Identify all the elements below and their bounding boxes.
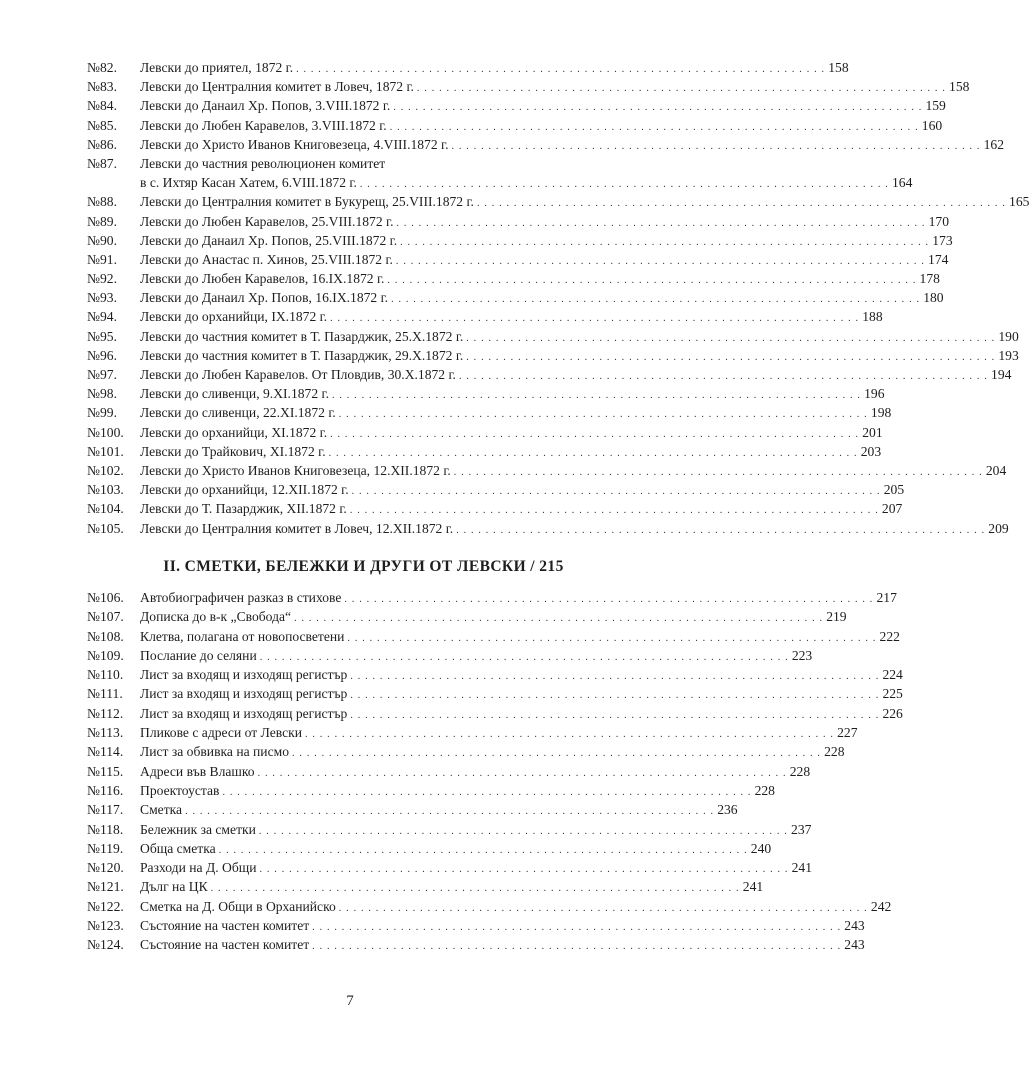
dot-leader: . . . . . . . . . . . . . . . . . . . . . . . . . . . . . . . . . . . . . . . . . . . . . . . . . . . . . . . . . . . . . . . . . . . . . . . . bbox=[347, 632, 877, 644]
toc-entry bbox=[87, 212, 949, 231]
toc-entry bbox=[87, 135, 1004, 154]
entry-title: Левски до орханийци, 12.XII.1872 г. bbox=[140, 482, 349, 498]
entry-number: №92. bbox=[87, 271, 117, 287]
entry-page-number: 222 bbox=[879, 628, 900, 644]
entry-number: №122. bbox=[87, 898, 124, 914]
entry-title: Левски до Данаил Хр. Попов, 3.VIII.1872 г. bbox=[140, 98, 391, 114]
toc-entry bbox=[87, 250, 949, 269]
entry-page-number: 243 bbox=[844, 918, 865, 934]
entry-number: №88. bbox=[87, 194, 117, 210]
entry-page-number: 241 bbox=[791, 860, 812, 876]
entry-page-number: 193 bbox=[998, 347, 1019, 363]
entry-title: Левски до Любен Каравелов, 16.IX.1872 г. bbox=[140, 271, 385, 287]
entry-number: №96. bbox=[87, 347, 117, 363]
entry-title: Левски до орханийци, IX.1872 г. bbox=[140, 309, 328, 325]
dot-leader: . . . . . . . . . . . . . . . . . . . . . . . . . . . . . . . . . . . . . . . . . . . . . . . . . . . . . . . . . . . . . . . . . . . . . . . . bbox=[312, 922, 842, 934]
entry-number: №99. bbox=[87, 405, 117, 421]
toc-entry bbox=[87, 897, 892, 916]
dot-leader: . . . . . . . . . . . . . . . . . . . . . . . . . . . . . . . . . . . . . . . . . . . . . . . . . . . . . . . . . . . . . . . . . . . . . . . . bbox=[350, 709, 880, 721]
entry-title: Левски до Данаил Хр. Попов, 16.IX.1872 г. bbox=[140, 290, 389, 306]
page-number: 7 bbox=[346, 993, 354, 1009]
dot-leader: . . . . . . . . . . . . . . . . . . . . . . . . . . . . . . . . . . . . . . . . . . . . . . . . . . . . . . . . . . . . . . . . . . . . . . . . bbox=[350, 671, 880, 683]
toc-entry bbox=[87, 269, 940, 288]
entry-title: Лист за входящ и изходящ регистър bbox=[140, 705, 348, 721]
dot-leader: . . . . . . . . . . . . . . . . . . . . . . . . . . . . . . . . . . . . . . . . . . . . . . . . . . . . . . . . . . . . . . . . . . . . . . . . bbox=[210, 883, 740, 895]
entry-title: Левски до частния комитет в Т. Пазарджик, 29.X.1872 г. bbox=[140, 347, 464, 363]
toc-entry bbox=[87, 58, 849, 77]
dot-leader: . . . . . . . . . . . . . . . . . . . . . . . . . . . . . . . . . . . . . . . . . . . . . . . . . . . . . . . . . . . . . . . . . . . . . . . . bbox=[395, 255, 926, 267]
entry-number: №123. bbox=[87, 918, 124, 934]
toc-entry bbox=[87, 423, 883, 442]
entry-page-number: 174 bbox=[928, 251, 949, 267]
entry-page-number: 228 bbox=[754, 782, 775, 798]
dot-leader: . . . . . . . . . . . . . . . . . . . . . . . . . . . . . . . . . . . . . . . . . . . . . . . . . . . . . . . . . . . . . . . . . . . . . . . . bbox=[338, 409, 868, 421]
dot-leader: . . . . . . . . . . . . . . . . . . . . . . . . . . . . . . . . . . . . . . . . . . . . . . . . . . . . . . . . . . . . . . . . . . . . . . . . bbox=[185, 806, 715, 818]
toc-entry bbox=[87, 820, 812, 839]
entry-number: №93. bbox=[87, 290, 117, 306]
toc-entry bbox=[87, 916, 865, 935]
entry-title: Проектоустав bbox=[140, 782, 220, 798]
entry-number: №114. bbox=[87, 744, 124, 760]
dot-leader: . . . . . . . . . . . . . . . . . . . . . . . . . . . . . . . . . . . . . . . . . . . . . . . . . . . . . . . . . . . . . . . . . . . . . . . . bbox=[453, 466, 983, 478]
toc-entry bbox=[87, 307, 883, 326]
entry-number: №112. bbox=[87, 705, 124, 721]
toc-entry bbox=[87, 742, 845, 761]
toc-entry bbox=[87, 403, 892, 422]
toc-entry bbox=[87, 665, 903, 684]
entry-page-number: 180 bbox=[923, 290, 944, 306]
entry-page-number: 173 bbox=[932, 232, 953, 248]
dot-leader: . . . . . . . . . . . . . . . . . . . . . . . . . . . . . . . . . . . . . . . . . . . . . . . . . . . . . . . . . . . . . . . . . . . . . . . . bbox=[259, 651, 789, 663]
dot-leader: . . . . . . . . . . . . . . . . . . . . . . . . . . . . . . . . . . . . . . . . . . . . . . . . . . . . . . . . . . . . . . . . . . . . . . . . bbox=[296, 64, 826, 75]
toc-part-2 bbox=[87, 588, 903, 955]
entry-page-number: 225 bbox=[882, 686, 903, 702]
dot-leader: . . . . . . . . . . . . . . . . . . . . . . . . . . . . . . . . . . . . . . . . . . . . . . . . . . . . . . . . . . . . . . . . . . . . . . . . bbox=[304, 729, 835, 741]
entry-title: Левски до Любен Каравелов, 25.VIII.1872 г. bbox=[140, 213, 394, 229]
entry-number: №116. bbox=[87, 782, 124, 798]
dot-leader: . . . . . . . . . . . . . . . . . . . . . . . . . . . . . . . . . . . . . . . . . . . . . . . . . . . . . . . . . . . . . . . . . . . . . . . . bbox=[258, 825, 789, 837]
entry-page-number: 158 bbox=[828, 60, 849, 75]
entry-number: №118. bbox=[87, 821, 124, 837]
entry-page-number: 224 bbox=[882, 667, 903, 683]
entry-page-number: 209 bbox=[988, 520, 1009, 536]
entry-page-number: 159 bbox=[925, 98, 946, 114]
dot-leader: . . . . . . . . . . . . . . . . . . . . . . . . . . . . . . . . . . . . . . . . . . . . . . . . . . . . . . . . . . . . . . . . . . . . . . . . bbox=[312, 941, 842, 953]
entry-page-number: 227 bbox=[837, 725, 858, 741]
entry-title: Левски до Централния комитет в Букурещ, 25.VIII.1872 г. bbox=[140, 194, 474, 210]
entry-number: №94. bbox=[87, 309, 117, 325]
dot-leader: . . . . . . . . . . . . . . . . . . . . . . . . . . . . . . . . . . . . . . . . . . . . . . . . . . . . . . . . . . . . . . . . . . . . . . . . bbox=[331, 390, 862, 402]
entry-number: №89. bbox=[87, 213, 117, 229]
entry-number: №103. bbox=[87, 482, 124, 498]
dot-leader: . . . . . . . . . . . . . . . . . . . . . . . . . . . . . . . . . . . . . . . . . . . . . . . . . . . . . . . . . . . . . . . . . . . . . . . . bbox=[416, 83, 947, 95]
toc-entry bbox=[87, 499, 903, 518]
entry-title: Лист за входящ и изходящ регистър bbox=[140, 686, 348, 702]
entry-number: №91. bbox=[87, 251, 117, 267]
entry-title: Състояние на частен комитет bbox=[140, 918, 310, 934]
dot-leader: . . . . . . . . . . . . . . . . . . . . . . . . . . . . . . . . . . . . . . . . . . . . . . . . . . . . . . . . . . . . . . . . . . . . . . . . bbox=[330, 313, 860, 325]
entry-page-number: 242 bbox=[870, 898, 892, 914]
section-heading: II. СМЕТКИ, БЕЛЕЖКИ И ДРУГИ ОТ ЛЕВСКИ / 215 bbox=[163, 558, 564, 575]
entry-number: №100. bbox=[87, 424, 124, 440]
entry-page-number: 240 bbox=[750, 840, 772, 856]
entry-page-number: 203 bbox=[860, 443, 882, 459]
entry-title: Левски до Любен Каравелов. От Пловдив, 30.X.1872 г. bbox=[140, 367, 456, 383]
toc-entry bbox=[87, 800, 738, 819]
dot-leader: . . . . . . . . . . . . . . . . . . . . . . . . . . . . . . . . . . . . . . . . . . . . . . . . . . . . . . . . . . . . . . . . . . . . . . . . bbox=[259, 864, 789, 876]
entry-number: №86. bbox=[87, 136, 117, 152]
toc-entry bbox=[87, 480, 905, 499]
toc-entry bbox=[87, 346, 1019, 365]
entry-title: Лист за входящ и изходящ регистър bbox=[140, 667, 348, 683]
entry-title: Адреси във Влашко bbox=[140, 763, 255, 779]
entry-page-number: 194 bbox=[991, 367, 1012, 383]
dot-leader: . . . . . . . . . . . . . . . . . . . . . . . . . . . . . . . . . . . . . . . . . . . . . . . . . . . . . . . . . . . . . . . . . . . . . . . . bbox=[359, 179, 889, 191]
toc-entry bbox=[87, 442, 882, 461]
dot-leader: . . . . . . . . . . . . . . . . . . . . . . . . . . . . . . . . . . . . . . . . . . . . . . . . . . . . . . . . . . . . . . . . . . . . . . . . bbox=[292, 748, 822, 760]
toc-entry bbox=[87, 839, 772, 858]
toc-entry bbox=[87, 384, 885, 403]
dot-leader: . . . . . . . . . . . . . . . . . . . . . . . . . . . . . . . . . . . . . . . . . . . . . . . . . . . . . . . . . . . . . . . . . . . . . . . . bbox=[389, 121, 919, 133]
dot-leader: . . . . . . . . . . . . . . . . . . . . . . . . . . . . . . . . . . . . . . . . . . . . . . . . . . . . . . . . . . . . . . . . . . . . . . . . bbox=[350, 690, 880, 702]
entry-title: Сметка bbox=[140, 802, 183, 818]
dot-leader: . . . . . . . . . . . . . . . . . . . . . . . . . . . . . . . . . . . . . . . . . . . . . . . . . . . . . . . . . . . . . . . . . . . . . . . . bbox=[351, 486, 881, 498]
entry-number: №110. bbox=[87, 667, 124, 683]
toc-entry bbox=[87, 588, 897, 607]
dot-leader: . . . . . . . . . . . . . . . . . . . . . . . . . . . . . . . . . . . . . . . . . . . . . . . . . . . . . . . . . . . . . . . . . . . . . . . . bbox=[476, 198, 1007, 210]
toc-entry bbox=[87, 684, 903, 703]
entry-title: Пликове с адреси от Левски bbox=[140, 725, 302, 741]
toc-entry bbox=[87, 627, 900, 646]
entry-title: Левски до Централния комитет в Ловеч, 12.XII.1872 г. bbox=[140, 520, 454, 536]
toc-entry bbox=[87, 781, 775, 800]
toc-entry bbox=[87, 365, 1012, 384]
entry-title: Левски до сливенци, 9.XI.1872 г. bbox=[140, 386, 329, 402]
entry-title: Сметка на Д. Общи в Орханийско bbox=[140, 898, 336, 914]
entry-page-number: 170 bbox=[928, 213, 949, 229]
dot-leader: . . . . . . . . . . . . . . . . . . . . . . . . . . . . . . . . . . . . . . . . . . . . . . . . . . . . . . . . . . . . . . . . . . . . . . . . bbox=[330, 428, 860, 440]
entry-number: №109. bbox=[87, 647, 124, 663]
entry-page-number: 207 bbox=[881, 501, 903, 517]
entry-page-number: 204 bbox=[985, 462, 1007, 478]
entry-title: Левски до Христо Иванов Книговезеца, 12.XII.1872 г. bbox=[140, 462, 451, 478]
entry-title: Левски до Любен Каравелов, 3.VIII.1872 г. bbox=[140, 117, 387, 133]
entry-title: Състояние на частен комитет bbox=[140, 937, 310, 953]
entry-title: Послание до селяни bbox=[140, 647, 257, 663]
entry-title: Левски до частния комитет в Т. Пазарджик, 25.X.1872 г. bbox=[140, 328, 464, 344]
toc-entry bbox=[87, 646, 813, 665]
dot-leader: . . . . . . . . . . . . . . . . . . . . . . . . . . . . . . . . . . . . . . . . . . . . . . . . . . . . . . . . . . . . . . . . . . . . . . . . bbox=[458, 371, 989, 383]
dot-leader: . . . . . . . . . . . . . . . . . . . . . . . . . . . . . . . . . . . . . . . . . . . . . . . . . . . . . . . . . . . . . . . . . . . . . . . . bbox=[338, 902, 868, 914]
entry-page-number: 165 bbox=[1009, 194, 1029, 210]
entry-number: №124. bbox=[87, 937, 124, 953]
entry-title-line-1: Левски до частния революционен комитет bbox=[140, 155, 386, 171]
entry-title: Левски до Анастас п. Хинов, 25.VIII.1872 г. bbox=[140, 251, 393, 267]
entry-title: Дописка до в-к „Свобода“ bbox=[140, 609, 292, 625]
entry-number: №85. bbox=[87, 117, 117, 133]
toc-entry bbox=[87, 461, 1007, 480]
entry-title: Левски до Трайкович, XI.1872 г. bbox=[140, 443, 326, 459]
entry-number: №97. bbox=[87, 367, 117, 383]
entry-number: №84. bbox=[87, 98, 117, 114]
entry-title: Левски до Централния комитет в Ловеч, 1872 г. bbox=[140, 79, 414, 95]
entry-number: №104. bbox=[87, 501, 124, 517]
entry-page-number: 241 bbox=[742, 879, 764, 895]
entry-page-number: 237 bbox=[791, 821, 812, 837]
toc-entry bbox=[87, 77, 970, 96]
entry-title: Клетва, полагана от новопосветени bbox=[140, 628, 345, 644]
dot-leader: . . . . . . . . . . . . . . . . . . . . . . . . . . . . . . . . . . . . . . . . . . . . . . . . . . . . . . . . . . . . . . . . . . . . . . . . bbox=[466, 351, 996, 363]
entry-number: №102. bbox=[87, 462, 124, 478]
entry-number: №95. bbox=[87, 328, 117, 344]
entry-number: №98. bbox=[87, 386, 117, 402]
entry-number: №111. bbox=[87, 686, 123, 702]
entry-title: Левски до сливенци, 22.XI.1872 г. bbox=[140, 405, 336, 421]
toc-entry bbox=[87, 192, 1029, 211]
entry-title: Лист за обвивка на писмо bbox=[140, 744, 290, 760]
entry-page-number: 219 bbox=[826, 609, 847, 625]
toc-entry bbox=[87, 519, 1009, 538]
entry-title: в с. Ихтяр Касан Хатем, 6.VIII.1872 г. bbox=[140, 175, 357, 191]
toc-entry bbox=[87, 723, 858, 742]
entry-number: №117. bbox=[87, 802, 124, 818]
entry-number: №107. bbox=[87, 609, 124, 625]
entry-title: Левски до приятел, 1872 г. bbox=[140, 60, 294, 75]
entry-number: №90. bbox=[87, 232, 117, 248]
toc-entry bbox=[87, 327, 1019, 346]
entry-title: Левски до Христо Иванов Книговезеца, 4.VIII.1872 г. bbox=[140, 136, 449, 152]
toc-entry bbox=[87, 116, 943, 135]
toc-entry bbox=[87, 96, 946, 115]
entry-page-number: 223 bbox=[791, 647, 813, 663]
dot-leader: . . . . . . . . . . . . . . . . . . . . . . . . . . . . . . . . . . . . . . . . . . . . . . . . . . . . . . . . . . . . . . . . . . . . . . . . bbox=[257, 767, 787, 779]
dot-leader: . . . . . . . . . . . . . . . . . . . . . . . . . . . . . . . . . . . . . . . . . . . . . . . . . . . . . . . . . . . . . . . . . . . . . . . . bbox=[294, 613, 824, 625]
dot-leader: . . . . . . . . . . . . . . . . . . . . . . . . . . . . . . . . . . . . . . . . . . . . . . . . . . . . . . . . . . . . . . . . . . . . . . . . bbox=[466, 332, 996, 344]
toc-entry bbox=[87, 762, 811, 781]
entry-number: №113. bbox=[87, 725, 124, 741]
dot-leader: . . . . . . . . . . . . . . . . . . . . . . . . . . . . . . . . . . . . . . . . . . . . . . . . . . . . . . . . . . . . . . . . . . . . . . . . bbox=[400, 236, 930, 248]
entry-number: №82. bbox=[87, 60, 117, 75]
entry-page-number: 158 bbox=[949, 79, 970, 95]
entry-title: Автобиографичен разказ в стихове bbox=[140, 590, 342, 605]
entry-number: №101. bbox=[87, 443, 124, 459]
dot-leader: . . . . . . . . . . . . . . . . . . . . . . . . . . . . . . . . . . . . . . . . . . . . . . . . . . . . . . . . . . . . . . . . . . . . . . . . bbox=[328, 447, 858, 459]
entry-number: №87. bbox=[87, 155, 117, 171]
entry-title: Дълг на ЦК bbox=[140, 879, 208, 895]
dot-leader: . . . . . . . . . . . . . . . . . . . . . . . . . . . . . . . . . . . . . . . . . . . . . . . . . . . . . . . . . . . . . . . . . . . . . . . . bbox=[456, 524, 986, 536]
toc-entry bbox=[87, 154, 913, 192]
entry-page-number: 188 bbox=[862, 309, 883, 325]
toc-entry bbox=[87, 858, 812, 877]
entry-page-number: 228 bbox=[824, 744, 845, 760]
entry-number: №119. bbox=[87, 840, 124, 856]
dot-leader: . . . . . . . . . . . . . . . . . . . . . . . . . . . . . . . . . . . . . . . . . . . . . . . . . . . . . . . . . . . . . . . . . . . . . . . . bbox=[218, 844, 748, 856]
entry-page-number: 201 bbox=[862, 424, 883, 440]
entry-page-number: 205 bbox=[883, 482, 905, 498]
entry-page-number: 217 bbox=[876, 590, 897, 605]
dot-leader: . . . . . . . . . . . . . . . . . . . . . . . . . . . . . . . . . . . . . . . . . . . . . . . . . . . . . . . . . . . . . . . . . . . . . . . . bbox=[393, 102, 923, 114]
entry-page-number: 190 bbox=[998, 328, 1019, 344]
entry-title: Левски до орханийци, XI.1872 г. bbox=[140, 424, 328, 440]
entry-title: Обща сметка bbox=[140, 840, 216, 856]
toc-entry bbox=[87, 231, 953, 250]
entry-page-number: 198 bbox=[870, 405, 892, 421]
entry-title: Разходи на Д. Общи bbox=[140, 860, 257, 876]
dot-leader: . . . . . . . . . . . . . . . . . . . . . . . . . . . . . . . . . . . . . . . . . . . . . . . . . . . . . . . . . . . . . . . . . . . . . . . . bbox=[451, 140, 981, 152]
entry-page-number: 160 bbox=[921, 117, 943, 133]
entry-page-number: 178 bbox=[919, 271, 940, 287]
toc-entry bbox=[87, 704, 903, 723]
dot-leader: . . . . . . . . . . . . . . . . . . . . . . . . . . . . . . . . . . . . . . . . . . . . . . . . . . . . . . . . . . . . . . . . . . . . . . . . bbox=[396, 217, 926, 229]
entry-page-number: 196 bbox=[864, 386, 885, 402]
entry-page-number: 226 bbox=[882, 705, 903, 721]
entry-page-number: 243 bbox=[844, 937, 865, 953]
entry-number: №106. bbox=[87, 590, 124, 605]
entry-title: Левски до Т. Пазарджик, XII.1872 г. bbox=[140, 501, 347, 517]
toc-entry bbox=[87, 877, 764, 896]
entry-number: №108. bbox=[87, 628, 124, 644]
entry-number: №83. bbox=[87, 79, 117, 95]
toc-entry bbox=[87, 607, 847, 626]
entry-page-number: 162 bbox=[983, 136, 1004, 152]
toc-entry bbox=[87, 935, 865, 954]
entry-title: Левски до Данаил Хр. Попов, 25.VIII.1872 г. bbox=[140, 232, 398, 248]
entry-page-number: 164 bbox=[891, 175, 913, 191]
entry-title: Бележник за сметки bbox=[140, 821, 256, 837]
entry-page-number: 228 bbox=[789, 763, 811, 779]
entry-number: №105. bbox=[87, 520, 124, 536]
dot-leader: . . . . . . . . . . . . . . . . . . . . . . . . . . . . . . . . . . . . . . . . . . . . . . . . . . . . . . . . . . . . . . . . . . . . . . . . bbox=[387, 275, 917, 287]
entry-number: №121. bbox=[87, 879, 124, 895]
dot-leader: . . . . . . . . . . . . . . . . . . . . . . . . . . . . . . . . . . . . . . . . . . . . . . . . . . . . . . . . . . . . . . . . . . . . . . . . bbox=[344, 594, 874, 605]
dot-leader: . . . . . . . . . . . . . . . . . . . . . . . . . . . . . . . . . . . . . . . . . . . . . . . . . . . . . . . . . . . . . . . . . . . . . . . . bbox=[391, 294, 921, 306]
toc-entry bbox=[87, 288, 944, 307]
dot-leader: . . . . . . . . . . . . . . . . . . . . . . . . . . . . . . . . . . . . . . . . . . . . . . . . . . . . . . . . . . . . . . . . . . . . . . . . bbox=[222, 786, 752, 798]
dot-leader: . . . . . . . . . . . . . . . . . . . . . . . . . . . . . . . . . . . . . . . . . . . . . . . . . . . . . . . . . . . . . . . . . . . . . . . . bbox=[349, 505, 879, 517]
toc-part-1 bbox=[87, 58, 1029, 538]
entry-number: №120. bbox=[87, 860, 124, 876]
entry-page-number: 236 bbox=[717, 802, 738, 818]
entry-number: №115. bbox=[87, 763, 124, 779]
